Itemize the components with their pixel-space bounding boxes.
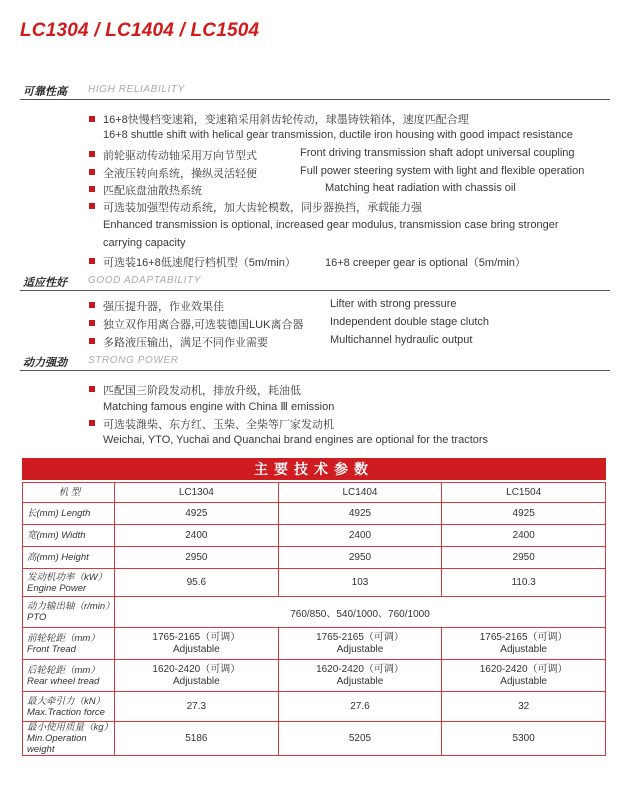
cell-value: 2400: [442, 525, 606, 547]
cell-value: 4925: [442, 503, 606, 525]
cell-value: 2950: [115, 547, 279, 569]
bullet-icon: [89, 338, 95, 344]
row-label-cn: 前轮轮距（mm）: [27, 632, 100, 644]
row-label: [23, 597, 115, 628]
table-row: [23, 503, 606, 525]
bullet-icon: [89, 169, 95, 175]
row-label-en: Engine Power: [27, 582, 87, 594]
section-title-en: STRONG POWER: [88, 355, 179, 366]
row-label: 宽(mm) Width: [23, 525, 115, 547]
bullet-icon: [89, 186, 95, 192]
model-name: LC1504: [442, 483, 606, 503]
cell-value: 2950: [278, 547, 442, 569]
feature-en: Weichai, YTO, Yuchai and Quanchai brand engines are optional for the tractors: [103, 434, 489, 446]
row-label: 高(mm) Height: [23, 547, 115, 569]
cell-value: 4925: [115, 503, 279, 525]
feature-cn: 强压提升器，作业效果佳: [103, 301, 224, 313]
feature-cn: 可选装16+8低速爬行档机型（5m/min）: [103, 257, 296, 269]
section-title-cn: 可靠性高: [23, 86, 67, 98]
feature-cn: 可选装潍柴、东方红、玉柴、全柴等厂家发动机: [103, 419, 334, 431]
feature-en: Lifter with strong pressure: [330, 298, 457, 310]
feature-en: 16+8 creeper gear is optional（5m/min）: [325, 257, 526, 269]
feature-en: Enhanced transmission is optional, increased gear modulus, transmission case bring stronger: [103, 219, 559, 231]
feature-cn: 匹配底盘油散热系统: [103, 185, 202, 197]
table-row: [23, 597, 606, 628]
table-row: [23, 722, 606, 756]
feature-en: 16+8 shuttle shift with helical gear transmission, ductile iron housing with good impact resistance: [103, 129, 573, 141]
spec-table: [22, 482, 606, 756]
table-row: [23, 660, 606, 692]
cell-value: 103: [278, 569, 442, 597]
row-label-cn: 发动机功率（kW）: [27, 571, 108, 583]
row-label: [23, 660, 115, 692]
cell-value: 1620-2420（可调） Adjustable: [442, 660, 606, 692]
bullet-icon: [89, 320, 95, 326]
table-row: [23, 569, 606, 597]
cell-value: 1765-2165（可调） Adjustable: [442, 628, 606, 660]
cell-value: 2400: [115, 525, 279, 547]
row-label-cn: 后轮轮距（mm）: [27, 664, 100, 676]
page-title: LC1304 / LC1404 / LC1504: [20, 20, 260, 41]
section-title-cn: 适应性好: [23, 277, 67, 289]
cell-value: 1765-2165（可调） Adjustable: [115, 628, 279, 660]
row-label: [23, 628, 115, 660]
feature-cn: 全液压转向系统，操纵灵活轻便: [103, 168, 257, 180]
cell-value: 4925: [278, 503, 442, 525]
cell-value: 760/850、540/1000、760/1000: [115, 597, 606, 628]
row-label: [23, 569, 115, 597]
table-row: [23, 483, 606, 503]
table-row: [23, 547, 606, 569]
bullet-icon: [89, 151, 95, 157]
feature-en: Front driving transmission shaft adopt universal coupling: [300, 147, 575, 159]
feature-en: Full power steering system with light and flexible operation: [300, 165, 585, 177]
cell-value: 2400: [278, 525, 442, 547]
section-title-cn: 动力强劲: [23, 357, 67, 369]
feature-cn: 可选装加强型传动系统，加大齿轮模数，同步器换挡，承载能力强: [103, 202, 422, 214]
cell-value: 27.3: [115, 692, 279, 722]
row-label-cn: 最大牵引力（kN）: [27, 695, 106, 707]
row-label-en: Min.Operation weight: [27, 733, 87, 755]
feature-en: Matching famous engine with China Ⅲ emission: [103, 401, 335, 413]
row-label-en: Rear wheel tread: [27, 675, 100, 687]
bullet-icon: [89, 203, 95, 209]
cell-value: 1620-2420（可调） Adjustable: [278, 660, 442, 692]
feature-cn: 匹配国三阶段发动机，排放升级，耗油低: [103, 385, 301, 397]
model-name: LC1404: [278, 483, 442, 503]
row-label: 长(mm) Length: [23, 503, 115, 525]
row-label-en: PTO: [27, 612, 47, 623]
row-label-en: Front Tread: [27, 643, 76, 655]
cell-value: 5205: [278, 722, 442, 756]
table-row: [23, 628, 606, 660]
section-header-adaptability: [20, 274, 610, 291]
table-row: [23, 525, 606, 547]
bullet-icon: [89, 386, 95, 392]
section-header-reliability: [20, 83, 610, 100]
section-title-en: HIGH RELIABILITY: [88, 84, 185, 95]
row-label-en: Max.Traction force: [27, 706, 105, 718]
section-header-power: [20, 354, 610, 371]
feature-cn: 16+8快慢档变速箱，变速箱采用斜齿轮传动，球墨铸铁箱体，速度匹配合理: [103, 114, 469, 126]
bullet-icon: [89, 302, 95, 308]
bullet-icon: [89, 116, 95, 122]
row-label: [23, 692, 115, 722]
cell-value: 110.3: [442, 569, 606, 597]
cell-value: 5300: [442, 722, 606, 756]
bullet-icon: [89, 420, 95, 426]
feature-en: Multichannel hydraulic output: [330, 334, 473, 346]
cell-value: 32: [442, 692, 606, 722]
spec-table-title: 主要技术参数: [22, 458, 606, 480]
feature-cn: 独立双作用离合器,可选装德国LUK离合器: [103, 319, 304, 331]
cell-value: 2950: [442, 547, 606, 569]
table-row: [23, 692, 606, 722]
feature-en: carrying capacity: [103, 237, 186, 249]
feature-cn: 多路液压输出，满足不同作业需要: [103, 337, 268, 349]
feature-en: Independent double stage clutch: [330, 316, 490, 328]
model-label: 机 型: [23, 483, 115, 503]
feature-en: Matching heat radiation with chassis oil: [325, 182, 516, 194]
cell-value: 95.6: [115, 569, 279, 597]
cell-value: 5186: [115, 722, 279, 756]
row-label-cn: 动力输出轴（r/min）: [27, 601, 115, 612]
cell-value: 1765-2165（可调） Adjustable: [278, 628, 442, 660]
model-name: LC1304: [115, 483, 279, 503]
section-title-en: GOOD ADAPTABILITY: [88, 275, 201, 286]
row-label-cn: 最小使用质量（kg）: [27, 722, 114, 733]
cell-value: 27.6: [278, 692, 442, 722]
row-label: [23, 722, 115, 756]
bullet-icon: [89, 258, 95, 264]
feature-cn: 前轮驱动传动轴采用万向节型式: [103, 150, 257, 162]
cell-value: 1620-2420（可调） Adjustable: [115, 660, 279, 692]
